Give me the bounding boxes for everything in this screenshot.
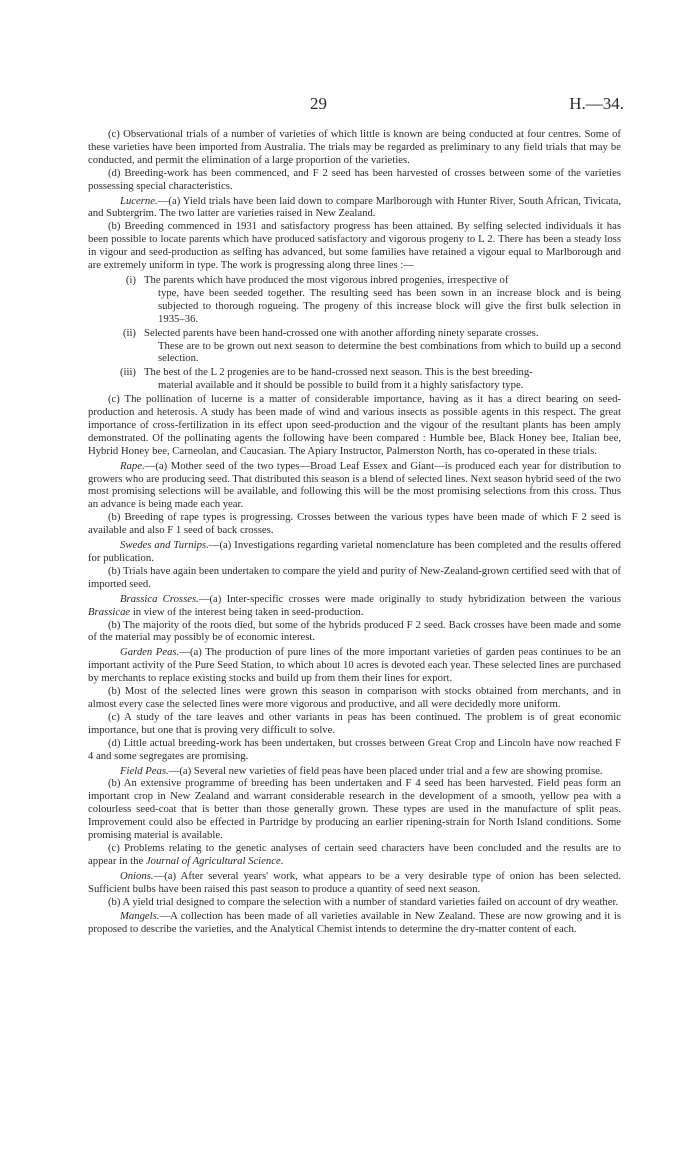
list-item-number: (ii) [122, 326, 136, 339]
list-item-number: (iii) [119, 366, 136, 379]
paragraph-pollination: (c) The pollination of lucerne is a matter of considerable importance, having as it has a direct bearing on seed-production and heterosis. A study has been made of wind and various insects as possible agents in this respect. The great importance of cross-fertilization in its effect upon seed-production and the vigour of the resultant plants has been amply demonstrated. Of the pollinating agents the following have been compared : Humble bee, Black Honey bee, Italian bee, Hybrid Honey bee, Carneolan, and Caucasian. The Apiary Instructor, Palmerston North, has co-operated in these trials. [88, 393, 621, 457]
paragraph-rape: Rape.—(a) Mother seed of the two types—Broad Leaf Essex and Giant—is produced each year for distribution to growers who are producing seed. That distributed this season is a blend of selected lines. Next season hybrid seed of the two most promising selections will be available, and following this will be the most promising selections from this cross. Thus an advance is being made each year. [88, 459, 621, 511]
paragraph-brassica-roots: (b) The majority of the roots died, but some of the hybrids produced F 2 seed. Back crosses have been made and some of the material may possibly be of economic interest. [88, 618, 621, 644]
section-heading-lucerne: Lucerne. [120, 194, 158, 207]
paragraph-garden-peas-tare: (c) A study of the tare leaves and other variants in peas has been continued. The problem is of great economic importance, but one that is proving very difficult to solve. [88, 710, 621, 736]
section-heading-brassica-crosses: Brassica Crosses. [120, 592, 199, 605]
list-item-number: (i) [125, 273, 136, 286]
paragraph-brassica-crosses: Brassica Crosses.—(a) Inter-specific crosses were made originally to study hybridization between the various Brassicae in view of the interest being taken in seed-production. [88, 592, 621, 618]
paragraph-garden-peas-lines: (b) Most of the selected lines were grown this season in comparison with stocks obtained from merchants, and in almost every case the selected lines were more vigorous and productive, and all were decidedly more uniform. [88, 685, 621, 710]
list-item: (i) The parents which have produced the most vigorous inbred progenies, irrespective of type, have been seeded together. The resulting seed has been sown in an increase block and is being subjected to thorough rogueing. The progeny of this increase block will give the first bulk selection in 1935–36. [88, 274, 621, 326]
report-reference: H.—34. [569, 94, 624, 113]
paragraph-lucerne: Lucerne.—(a) Yield trials have been laid down to compare Marlborough with Hunter River, South African, Tivicata, and Subtergrim. The two latter are varieties raised in New Zealand. [88, 194, 621, 220]
paragraph-swedes-trials: (b) Trials have again been undertaken to compare the yield and purity of New-Zealand-grown certified seed with that of imported seed. [88, 564, 621, 590]
lucerne-lines-list [88, 274, 621, 392]
section-heading-mangels: Mangels. [120, 910, 160, 923]
section-heading-rape: Rape. [120, 459, 145, 472]
section-heading-onions: Onions. [120, 869, 154, 882]
paragraph-garden-peas: Garden Peas.—(a) The production of pure lines of the more important varieties of garden peas continues to be an important activity of the Pure Seed Station, to which about 10 acres is devoted each year. These selected lines are purchased by merchants to replace existing stocks and build up from them their lines for export. [88, 646, 621, 685]
paragraph-rape-breeding: (b) Breeding of rape types is progressing. Crosses between the various types have been made of which F 2 seed is available and also F 1 seed of back crosses. [88, 511, 621, 537]
list-item: (ii) Selected parents have been hand-crossed one with another affording ninety separate crosses. These are to be grown out next season to determine the best combinations from which to build up a second selection. [88, 327, 621, 366]
section-heading-garden-peas: Garden Peas. [120, 646, 180, 659]
paragraph-garden-peas-crosses: (d) Little actual breeding-work has been undertaken, but crosses between Great Crop and Lincoln have now reached F 4 and some segregates are promising. [88, 736, 621, 762]
section-heading-field-peas: Field Peas. [120, 764, 169, 777]
paragraph-mangels: Mangels.—A collection has been made of all varieties available in New Zealand. These are now growing and it is proposed to describe the varieties, and the Analytical Chemist intends to determine the dry-matter content of each. [88, 910, 621, 936]
body-text [88, 128, 621, 936]
page-header [0, 94, 700, 118]
paragraph-breeding-work: (d) Breeding-work has been commenced, and F 2 seed has been harvested of crosses between some of the varieties possessing special characteristics. [88, 166, 621, 192]
paragraph-lucerne-breeding: (b) Breeding commenced in 1931 and satisfactory progress has been attained. By selfing selected individuals it has been possible to locate parents which have produced satisfactory and vigorous progeny to L 2. There has been a steady loss in vigour and seed-production as selfing has advanced, but some families have retained a vigour equal to Marlborough and are extremely uniform in type. The work is progressing along three lines :— [88, 220, 621, 272]
paragraph-swedes-turnips: Swedes and Turnips.—(a) Investigations regarding varietal nomenclature has been completed and the results offered for publication. [88, 539, 621, 564]
paragraph-observational-trials: (c) Observational trials of a number of varieties of which little is known are being conducted at four centres. Some of these varieties have been imported from Australia. The trials may be regarded as preliminary to any field trials that may be conducted, and permit the elimination of a large proportion of the varieties. [88, 128, 621, 166]
paragraph-onions-trial: (b) A yield trial designed to compare the selection with a number of standard varieties failed on account of dry weather. [108, 895, 619, 908]
paragraph-field-peas-breeding: (b) An extensive programme of breeding has been undertaken and F 4 seed has been harvested. Field peas form an important crop in New Zealand and warrant considerable research in the development of a smooth, yellow pea with a colourless seed-coat that is better than those generally grown. These types are used in the manufacture of split peas. Improvement could also be effected in Partridge by producing an earlier ripening-strain for North Island conditions. Some promising material is available. [88, 777, 621, 842]
paragraph-field-peas-genetics: (c) Problems relating to the genetic analyses of certain seed characters have been concluded and the results are to appear in the Journal of Agricultural Science. [88, 841, 621, 867]
page-number: 29 [310, 94, 327, 113]
section-heading-swedes-turnips: Swedes and Turnips. [120, 539, 209, 552]
list-item: (iii) The best of the L 2 progenies are to be hand-crossed next season. This is the best breeding- material available and it should be possible to build from it a highly satisfactory type. [88, 366, 621, 392]
paragraph-onions: Onions.—(a) After several years' work, what appears to be a very desirable type of onion has been selected. Sufficient bulbs have been raised this past season to produce a quantity of seed next season. [88, 869, 621, 895]
paragraph-field-peas: Field Peas.—(a) Several new varieties of field peas have been placed under trial and a few are showing promise. [120, 764, 603, 777]
